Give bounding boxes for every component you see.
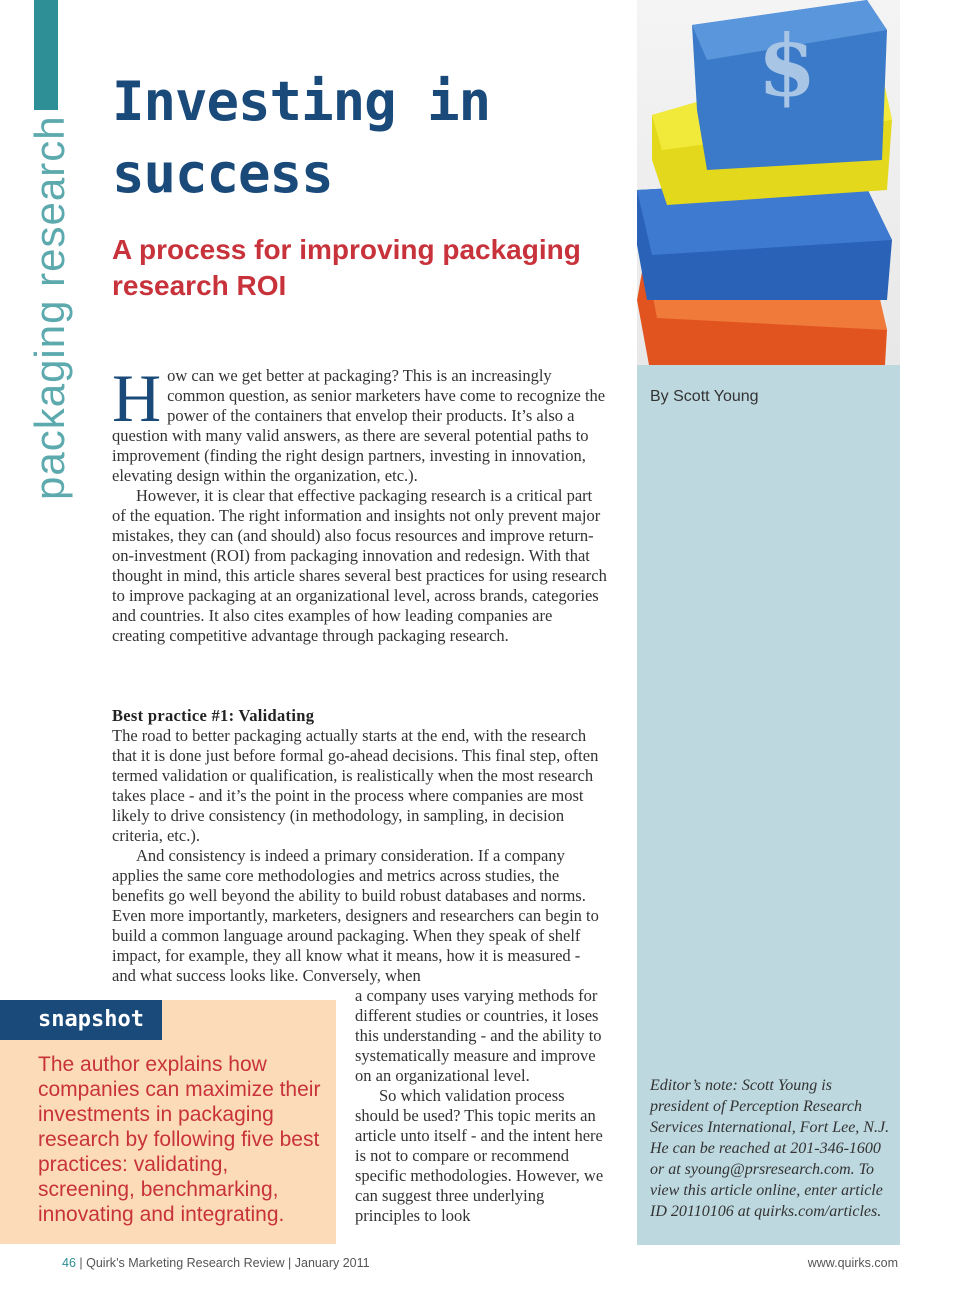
snapshot-tag: snapshot xyxy=(0,1000,162,1040)
snapshot-box xyxy=(0,1000,336,1244)
article-title: Investing in success xyxy=(112,70,491,205)
footer-left xyxy=(62,1256,370,1270)
continued-paragraph-2: So which validation process should be used? This topic merits an article unto itself - and the intent here is not to compare or recommend specific methodologies. However, we can suggest three underlying principles to look xyxy=(355,1086,604,1225)
intro-paragraph-2: However, it is clear that effective packaging research is a critical part of the equation. The right information and insights not only prevent major mistakes, they can (and should) also focus resources and improve return-on-investment (ROI) from packaging innovation and redesign. With that thought in mind, this article shares several best practices for using research to improve packaging at an organizational level, across brands, categories and countries. It also cites examples of how leading companies are creating competitive advantage through packaging research. xyxy=(112,486,607,645)
section-label: packaging research xyxy=(26,115,73,500)
snapshot-text: The author explains how companies can maximize their investments in packaging research by following five best practices: validating, screening, benchmarking, innovating and integrating. xyxy=(38,1053,321,1226)
editors-note: Editor’s note: Scott Young is president of Perception Research Services International, Fort Lee, N.J. He can be reached at 201-346-1600 or at syoung@prsresearch.com. To view this article online, enter article ID 20110106 at quirks.com/articles. xyxy=(650,1077,890,1220)
section-paragraph-2: And consistency is indeed a primary consideration. If a company applies the same core methodologies and metrics across studies, the benefits go well beyond the ability to build robust databases and norms. Even more importantly, marketers, designers and researchers can begin to build a common language around packaging. When they speak of shelf impact, for example, they all know what it means, how it is measured - and what success looks like. Conversely, when xyxy=(112,846,599,985)
continued-text xyxy=(355,986,607,1226)
top-accent-bar xyxy=(34,0,58,110)
drop-cap: H xyxy=(112,360,162,436)
intro-paragraph-1: ow can we get better at packaging? This is an increasingly common question, as senior marketers have come to recognize the power of the containers that envelop their products. It’s also a question with many valid answers, as there are several potential paths to improvement (finding the right design partners, investing in innovation, elevating design within the organization, etc.). xyxy=(112,366,606,485)
dollar-symbol: $ xyxy=(757,16,817,115)
byline: By Scott Young xyxy=(650,388,759,405)
page-number: 46 xyxy=(62,1256,76,1270)
article-subtitle: A process for improving packaging research ROI xyxy=(112,234,581,301)
section-paragraph-1: The road to better packaging actually starts at the end, with the research that it is done just before formal go-ahead decisions. This final step, often termed validation or qualification, is realistically when the most research takes place - and it’s the point in the process where companies are most likely to drive consistency (in methodology, in sampling, in decision criteria, etc.). xyxy=(112,726,599,845)
continued-paragraph-1: a company uses varying methods for different studies or countries, it loses this understanding - and the ability to systematically measure and improve on an organizational level. xyxy=(355,986,602,1085)
section-heading: Best practice #1: Validating xyxy=(112,706,315,725)
stacked-boxes-illustration xyxy=(637,0,900,365)
footer-divider: | xyxy=(79,1256,87,1270)
best-practice-1-section xyxy=(112,706,608,986)
publication-info: Quirk’s Marketing Research Review | January 2011 xyxy=(86,1256,370,1270)
author-sidebar xyxy=(637,365,900,1245)
footer-website: www.quirks.com xyxy=(807,1256,898,1270)
stacked-boxes-image xyxy=(637,0,900,365)
intro-text xyxy=(112,360,608,646)
